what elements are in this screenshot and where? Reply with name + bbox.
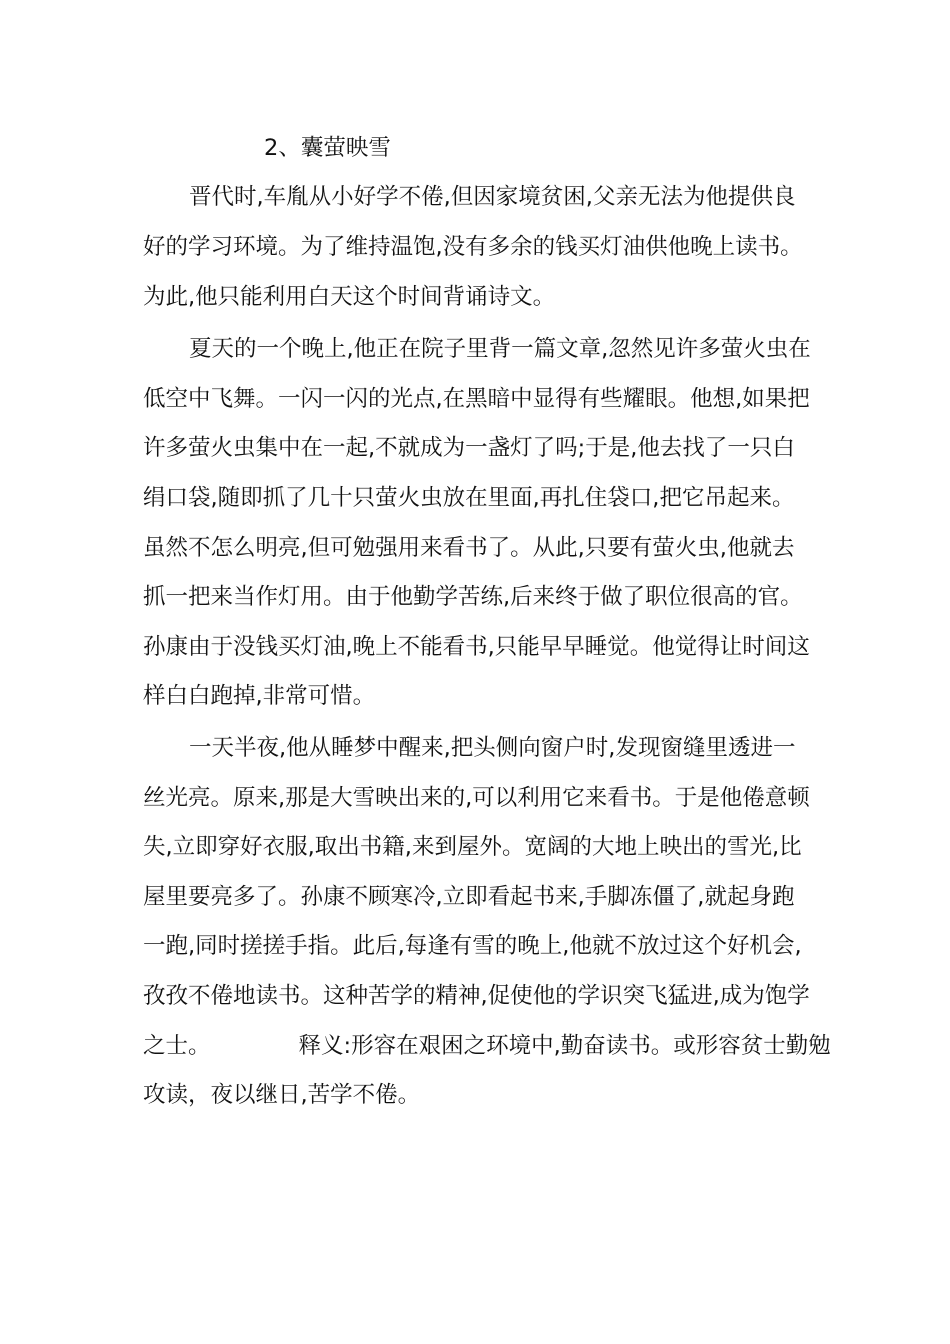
paragraph-line: 样白白跑掉,非常可惜。	[143, 683, 376, 709]
paragraph-line: 为此,他只能利用白天这个时间背诵诗文。	[143, 284, 556, 310]
paragraph-line: 夏天的一个晚上,他正在院子里背一篇文章,忽然见许多萤火虫在	[189, 336, 811, 362]
paragraph-line: 好的学习环境。为了维持温饱,没有多余的钱买灯油供他晚上读书。	[143, 234, 803, 260]
paragraph-line: 屋里要亮多了。孙康不顾寒冷,立即看起书来,手脚冻僵了,就起身跑	[143, 884, 795, 910]
paragraph-segment: 之士。	[143, 1033, 211, 1059]
paragraph-line: 许多萤火虫集中在一起,不就成为一盏灯了吗;于是,他去找了一只白	[143, 435, 795, 461]
paragraph-line: 绢口袋,随即抓了几十只萤火虫放在里面,再扎住袋口,把它吊起来。	[143, 485, 795, 511]
paragraph-line: 低空中飞舞。一闪一闪的光点,在黑暗中显得有些耀眼。他想,如果把	[143, 386, 810, 412]
paragraph-line: 一天半夜,他从睡梦中醒来,把头侧向窗户时,发现窗缝里透进一	[189, 735, 796, 761]
paragraph-line: 失,立即穿好衣服,取出书籍,来到屋外。宽阔的大地上映出的雪光,比	[143, 834, 802, 860]
paragraph-line: 虽然不怎么明亮,但可勉强用来看书了。从此,只要有萤火虫,他就去	[143, 535, 795, 561]
definition-text: 释义:形容在艰困之环境中,勤奋读书。或形容贫士勤勉	[298, 1033, 831, 1059]
section-title: 2、囊萤映雪	[264, 135, 391, 161]
paragraph-line	[143, 1031, 831, 1061]
paragraph-line: 攻读，夜以继日,苦学不倦。	[143, 1082, 421, 1108]
paragraph-line: 孜孜不倦地读书。这种苦学的精神,促使他的学识突飞猛进,成为饱学	[143, 983, 810, 1009]
paragraph-line: 抓一把来当作灯用。由于他勤学苦练,后来终于做了职位很高的官。	[143, 584, 803, 610]
paragraph-line: 丝光亮。原来,那是大雪映出来的,可以利用它来看书。于是他倦意顿	[143, 785, 810, 811]
paragraph-line: 晋代时,车胤从小好学不倦,但因家境贫困,父亲无法为他提供良	[189, 184, 796, 210]
paragraph-line: 孙康由于没钱买灯油,晚上不能看书,只能早早睡觉。他觉得让时间这	[143, 634, 810, 660]
paragraph-line: 一跑,同时搓搓手指。此后,每逢有雪的晚上,他就不放过这个好机会,	[143, 933, 802, 959]
